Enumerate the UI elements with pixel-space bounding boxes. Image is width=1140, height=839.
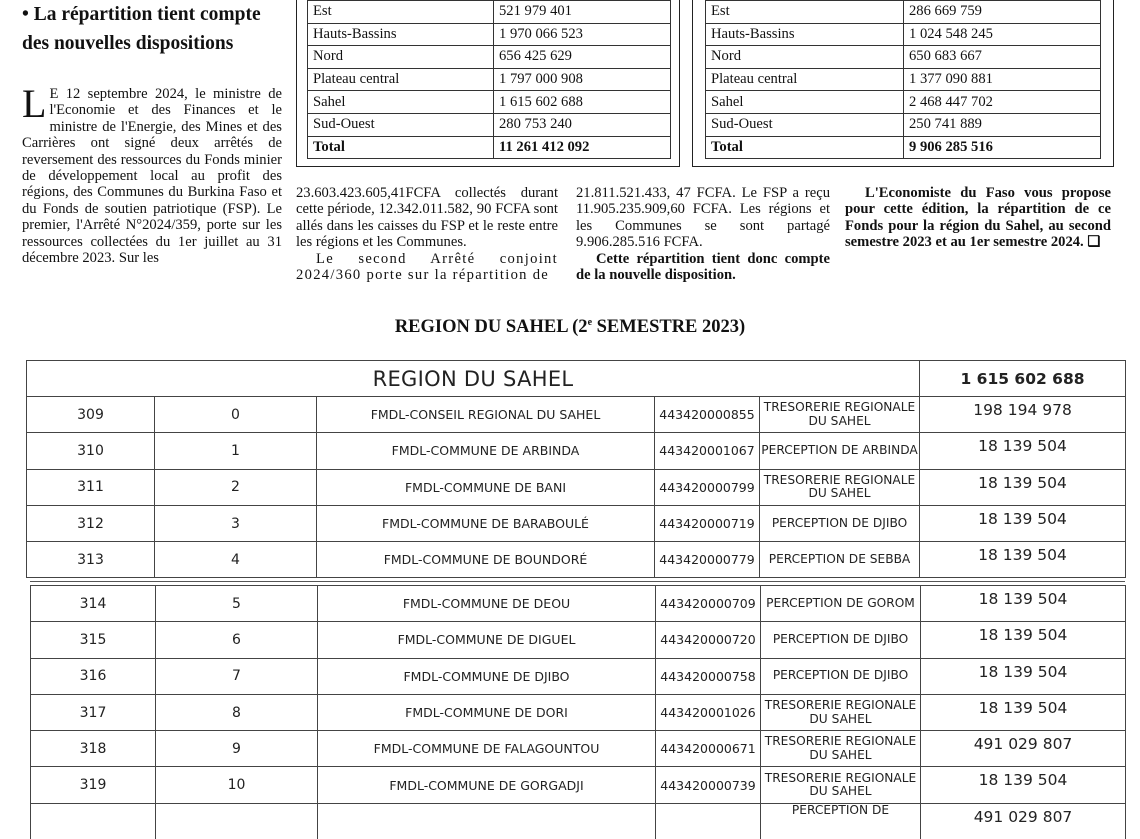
- beneficiary-name: FMDL-COMMUNE DE ARBINDA: [317, 433, 655, 469]
- row-number: 310: [27, 433, 155, 469]
- accounting-post: PERCEPTION DE: [761, 803, 921, 839]
- summary-region: Nord: [706, 46, 904, 69]
- drop-cap: L: [22, 89, 46, 119]
- article-column-3: [576, 185, 830, 283]
- beneficiary-name: FMDL-COMMUNE DE BARABOULÉ: [317, 505, 655, 541]
- partial-cell: [31, 803, 156, 839]
- listing-row-partial: [31, 803, 1126, 839]
- summary-table-left: [307, 0, 671, 159]
- beneficiary-name: FMDL-COMMUNE DE DJIBO: [318, 658, 656, 694]
- account-number: 443420001067: [655, 433, 760, 469]
- row-number: 314: [31, 586, 156, 622]
- summary-region: Plateau central: [706, 68, 904, 91]
- summary-amount: 656 425 629: [494, 46, 671, 69]
- summary-total-row: [308, 136, 671, 159]
- beneficiary-name: FMDL-CONSEIL REGIONAL DU SAHEL: [317, 397, 655, 433]
- allocated-amount: 18 139 504: [921, 694, 1126, 730]
- summary-region: Plateau central: [308, 68, 494, 91]
- column-2-paragraph-1: 23.603.423.605,41FCFA collectés durant cette période, 12.342.011.582, 90 FCFA sont allés dans les caisses du FSP et le reste entre les régions et les Communes.: [296, 185, 558, 251]
- summary-row: [706, 91, 1101, 114]
- account-number: 443420000709: [656, 586, 761, 622]
- summary-region: Hauts-Bassins: [308, 23, 494, 46]
- summary-region: Sud-Ouest: [308, 113, 494, 136]
- row-index: 3: [155, 505, 317, 541]
- accounting-post: PERCEPTION DE ARBINDA: [760, 433, 920, 469]
- row-index: 6: [156, 622, 318, 658]
- summary-region: Hauts-Bassins: [706, 23, 904, 46]
- summary-region: Sahel: [706, 91, 904, 114]
- summary-region: Sahel: [308, 91, 494, 114]
- account-number: 443420000779: [655, 542, 760, 578]
- summary-amount: 1 615 602 688: [494, 91, 671, 114]
- summary-row: [706, 1, 1101, 24]
- summary-amount: 2 468 447 702: [904, 91, 1101, 114]
- listing-title-amount: 1 615 602 688: [920, 361, 1126, 397]
- listing-body-2: [31, 586, 1126, 839]
- account-number: 443420000671: [656, 731, 761, 767]
- row-index: 2: [155, 469, 317, 505]
- listing-row: [27, 433, 1126, 469]
- summary-row: [308, 68, 671, 91]
- summary-table-left-box: [296, 0, 680, 167]
- row-index: 10: [156, 767, 318, 803]
- beneficiary-name: FMDL-COMMUNE DE GORGADJI: [318, 767, 656, 803]
- summary-row: [308, 46, 671, 69]
- summary-region: Nord: [308, 46, 494, 69]
- partial-cell: [156, 803, 318, 839]
- allocated-amount: 18 139 504: [921, 586, 1126, 622]
- beneficiary-name: FMDL-COMMUNE DE BANI: [317, 469, 655, 505]
- row-index: 5: [156, 586, 318, 622]
- row-index: 0: [155, 397, 317, 433]
- summary-table-right: [705, 0, 1101, 159]
- accounting-post: PERCEPTION DE SEBBA: [760, 542, 920, 578]
- listing-row: [31, 694, 1126, 730]
- account-number: 443420000855: [655, 397, 760, 433]
- summary-left-body: [308, 1, 671, 159]
- accounting-post: TRESORERIE REGIONALE DU SAHEL: [760, 397, 920, 433]
- summary-total-label: Total: [706, 136, 904, 159]
- row-index: 9: [156, 731, 318, 767]
- summary-table-right-box: [692, 0, 1114, 167]
- column-3-paragraph-2: Cette répartition tient donc compte de la nouvelle disposition.: [576, 251, 830, 284]
- summary-row: [308, 113, 671, 136]
- allocated-amount: 491 029 807: [921, 803, 1126, 839]
- allocated-amount: 18 139 504: [920, 469, 1126, 505]
- summary-amount: 1 970 066 523: [494, 23, 671, 46]
- row-number: 313: [27, 542, 155, 578]
- beneficiary-name: FMDL-COMMUNE DE FALAGOUNTOU: [318, 731, 656, 767]
- summary-row: [706, 23, 1101, 46]
- summary-amount: 1 377 090 881: [904, 68, 1101, 91]
- summary-row: [706, 46, 1101, 69]
- partial-cell: [656, 803, 761, 839]
- accounting-post: PERCEPTION DE GOROM: [761, 586, 921, 622]
- listing-row: [31, 731, 1126, 767]
- row-index: 1: [155, 433, 317, 469]
- summary-amount: 280 753 240: [494, 113, 671, 136]
- account-number: 443420000758: [656, 658, 761, 694]
- allocated-amount: 491 029 807: [921, 731, 1126, 767]
- listing-body-1: [27, 361, 1126, 578]
- summary-row: [706, 113, 1101, 136]
- row-number: 319: [31, 767, 156, 803]
- accounting-post: PERCEPTION DE DJIBO: [761, 658, 921, 694]
- partial-cell: [318, 803, 656, 839]
- column-4-text: L'Economiste du Faso vous propose pour cette édition, la répartition de ce Fonds pour la région du Sahel, au second semestre 2023 et au 1er semestre 2024. ❏: [845, 185, 1111, 251]
- allocated-amount: 18 139 504: [921, 622, 1126, 658]
- section-heading-text: REGION DU SAHEL (2e SEMESTRE 2023): [395, 317, 745, 337]
- summary-amount: 650 683 667: [904, 46, 1101, 69]
- section-heading: [0, 317, 1140, 338]
- summary-right-body: [706, 1, 1101, 159]
- sahel-listing-table-part-2: [30, 585, 1126, 839]
- row-number: 315: [31, 622, 156, 658]
- accounting-post: PERCEPTION DE DJIBO: [760, 505, 920, 541]
- article-column-4: [845, 185, 1111, 251]
- allocated-amount: 18 139 504: [921, 658, 1126, 694]
- summary-amount: 521 979 401: [494, 1, 671, 24]
- row-number: 312: [27, 505, 155, 541]
- summary-total-amount: 11 261 412 092: [494, 136, 671, 159]
- summary-amount: 286 669 759: [904, 1, 1101, 24]
- listing-title: REGION DU SAHEL: [27, 361, 920, 397]
- listing-row: [31, 658, 1126, 694]
- account-number: 443420001026: [656, 694, 761, 730]
- beneficiary-name: FMDL-COMMUNE DE DIGUEL: [318, 622, 656, 658]
- accounting-post: TRESORERIE REGIONALE DU SAHEL: [761, 767, 921, 803]
- listing-row: [31, 622, 1126, 658]
- allocated-amount: 18 139 504: [921, 767, 1126, 803]
- summary-total-label: Total: [308, 136, 494, 159]
- beneficiary-name: FMDL-COMMUNE DE BOUNDORÉ: [317, 542, 655, 578]
- listing-row: [31, 586, 1126, 622]
- summary-region: Est: [706, 1, 904, 24]
- summary-row: [706, 68, 1101, 91]
- listing-row: [27, 397, 1126, 433]
- listing-row: [27, 505, 1126, 541]
- row-number: 318: [31, 731, 156, 767]
- row-number: 311: [27, 469, 155, 505]
- allocated-amount: 198 194 978: [920, 397, 1126, 433]
- summary-total-amount: 9 906 285 516: [904, 136, 1101, 159]
- column-2-paragraph-2: Le second Arrêté conjoint 2024/360 porte sur la répartition de: [296, 251, 558, 284]
- column-3-paragraph-1: 21.811.521.433, 47 FCFA. Le FSP a reçu 11.905.235.909,60 FCFA. Les régions et les Communes se sont partagé 9.906.285.516 FCFA.: [576, 185, 830, 251]
- allocated-amount: 18 139 504: [920, 542, 1126, 578]
- summary-region: Est: [308, 1, 494, 24]
- beneficiary-name: FMDL-COMMUNE DE DEOU: [318, 586, 656, 622]
- summary-amount: 1 024 548 245: [904, 23, 1101, 46]
- article-column-1: [22, 86, 282, 266]
- row-index: 8: [156, 694, 318, 730]
- listing-row: [27, 469, 1126, 505]
- listing-row: [27, 542, 1126, 578]
- summary-row: [308, 1, 671, 24]
- column-1-text: E 12 septembre 2024, le ministre de l'Economie et des Finances et le ministre de l'Energie, des Mines et des Carrières ont signé deux arrêtés de reversement des ressources du Fonds minier de développement local au profit des régions, des Communes du Burkina Faso et du Fonds de soutien patriotique (FSP). Le premier, l'Arrêté N°2024/359, porte sur les ressources collectées du 1er juillet au 31 décembre 2023. Sur les: [22, 86, 282, 266]
- account-number: 443420000799: [655, 469, 760, 505]
- accounting-post: TRESORERIE REGIONALE DU SAHEL: [760, 469, 920, 505]
- account-number: 443420000719: [655, 505, 760, 541]
- row-index: 4: [155, 542, 317, 578]
- summary-row: [308, 23, 671, 46]
- listing-row: [31, 767, 1126, 803]
- accounting-post: TRESORERIE REGIONALE DU SAHEL: [761, 731, 921, 767]
- row-number: 309: [27, 397, 155, 433]
- allocated-amount: 18 139 504: [920, 433, 1126, 469]
- summary-amount: 250 741 889: [904, 113, 1101, 136]
- account-number: 443420000739: [656, 767, 761, 803]
- accounting-post: TRESORERIE REGIONALE DU SAHEL: [761, 694, 921, 730]
- row-number: 317: [31, 694, 156, 730]
- account-number: 443420000720: [656, 622, 761, 658]
- row-number: 316: [31, 658, 156, 694]
- summary-row: [308, 91, 671, 114]
- accounting-post: PERCEPTION DE DJIBO: [761, 622, 921, 658]
- allocated-amount: 18 139 504: [920, 505, 1126, 541]
- summary-total-row: [706, 136, 1101, 159]
- article-column-2: [296, 185, 558, 283]
- article-headline: • La répartition tient compte des nouvelles dispositions: [22, 0, 284, 58]
- sahel-listing-table-part-1: [26, 360, 1126, 578]
- row-index: 7: [156, 658, 318, 694]
- summary-region: Sud-Ouest: [706, 113, 904, 136]
- beneficiary-name: FMDL-COMMUNE DE DORI: [318, 694, 656, 730]
- summary-amount: 1 797 000 908: [494, 68, 671, 91]
